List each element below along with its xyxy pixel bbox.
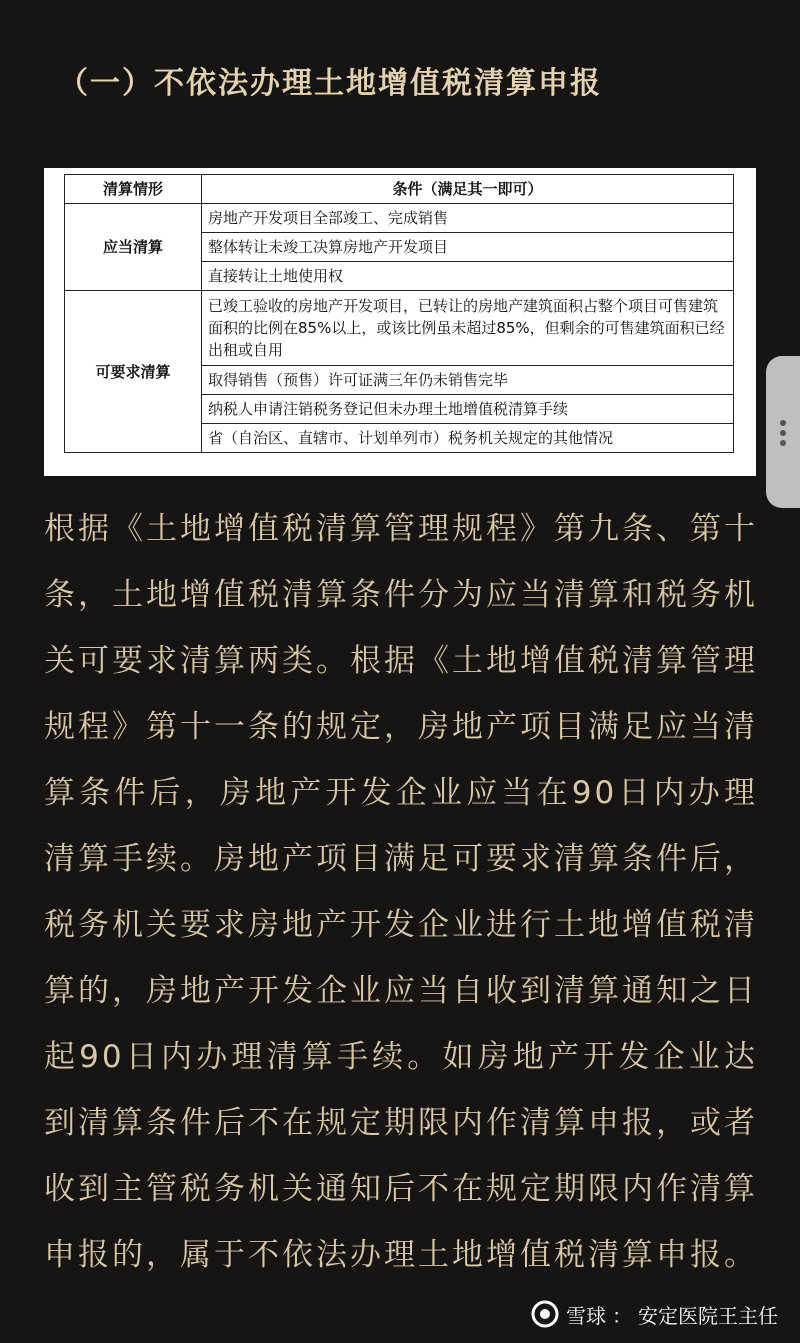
more-dot-icon xyxy=(780,420,786,426)
body-paragraph: 根据《土地增值税清算管理规程》第九条、第十条，土地增值税清算条件分为应当清算和税务机关可要求清算两类。根据《土地增值税清算管理规程》第十一条的规定，房地产项目满足应当清算条件后，房地产开发企业应当在90日内办理清算手续。房地产项目满足可要求清算条件后，税务机关要求房地产开发企业进行土地增值税清算的，房地产开发企业应当自收到清算通知之日起90日内办理清算手续。如房地产开发企业达到清算条件后不在规定期限内作清算申报，或者收到主管税务机关通知后不在规定期限内作清算申报的，属于不依法办理土地增值税清算申报。 xyxy=(44,511,758,1273)
conditions-table xyxy=(64,174,734,453)
section-heading: （一）不依法办理土地增值税清算申报 xyxy=(58,66,602,101)
condition-cell: 整体转让未竣工决算房地产开发项目 xyxy=(202,233,734,262)
snowball-logo-icon xyxy=(530,1299,560,1329)
category-may-require: 可要求清算 xyxy=(65,291,202,453)
more-dot-icon xyxy=(780,440,786,446)
condition-cell: 房地产开发项目全部竣工、完成销售 xyxy=(202,204,734,233)
watermark-separator: ： xyxy=(612,1303,632,1328)
table-header-situation: 清算情形 xyxy=(65,175,202,204)
watermark-author: 安定医院王主任 xyxy=(638,1303,778,1328)
table-row xyxy=(65,291,734,366)
conditions-table-image xyxy=(44,168,756,476)
side-menu-handle[interactable] xyxy=(766,356,800,508)
watermark xyxy=(530,1299,778,1329)
table-header-condition: 条件（满足其一即可） xyxy=(202,175,734,204)
condition-cell: 取得销售（预售）许可证满三年仍未销售完毕 xyxy=(202,366,734,395)
condition-cell: 已竣工验收的房地产开发项目，已转让的房地产建筑面积占整个项目可售建筑面积的比例在85%以上，或该比例虽未超过85%，但剩余的可售建筑面积已经出租或自用 xyxy=(202,291,734,366)
condition-cell: 直接转让土地使用权 xyxy=(202,262,734,291)
table-row xyxy=(65,204,734,233)
condition-cell: 纳税人申请注销税务登记但未办理土地增值税清算手续 xyxy=(202,395,734,424)
watermark-brand: 雪球 xyxy=(566,1303,606,1328)
category-should-liquidate: 应当清算 xyxy=(65,204,202,291)
more-dot-icon xyxy=(780,430,786,436)
condition-cell: 省（自治区、直辖市、计划单列市）税务机关规定的其他情况 xyxy=(202,424,734,453)
